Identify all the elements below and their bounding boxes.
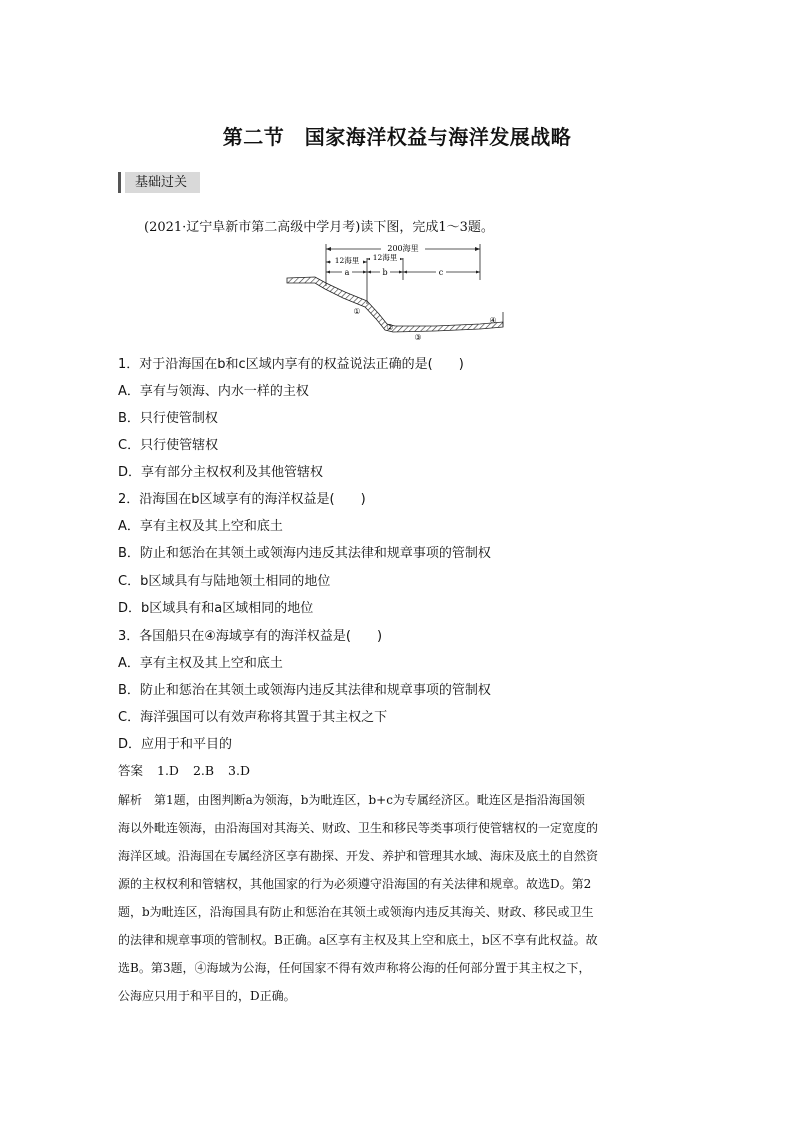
label-b: b (382, 268, 388, 277)
section-bar (118, 172, 121, 193)
section-label: 基础过关 (125, 172, 200, 193)
explanation-line: 海以外毗连领海，由沿海国对其海关、财政、卫生和移民等类事项行使管辖权的一定宽度的 (118, 821, 599, 835)
question-3-option-c: C．海洋强国可以有效声称将其置于其主权之下 (118, 710, 388, 725)
label-12-nm-b: 12海里 (372, 253, 398, 262)
explanation-line: 公海应只用于和平目的，D正确。 (118, 989, 296, 1003)
label-c: c (438, 268, 444, 277)
question-3-option-b: B．防止和惩治在其领土或领海内违反其法律和规章事项的管制权 (118, 683, 491, 698)
maritime-zones-diagram (285, 240, 510, 345)
question-3-option-a: A．享有主权及其上空和底土 (118, 656, 283, 671)
answer-1: 1.D (157, 763, 179, 778)
label-200-nm: 200海里 (387, 244, 419, 253)
marker-4: ④ (489, 316, 497, 325)
question-2-option-c: C．b区域具有与陆地领土相同的地位 (118, 574, 331, 589)
question-1-stem: 1．对于沿海国在b和c区域内享有的权益说法正确的是( ) (118, 357, 464, 372)
page-title: 第二节 国家海洋权益与海洋发展战略 (222, 125, 572, 149)
explanation-line: 源的主权权利和管辖权，其他国家的行为必须遵守沿海国的有关法律和规章。故选D。第2 (118, 877, 592, 891)
question-1-option-b: B．只行使管制权 (118, 411, 218, 426)
marker-1: ① (353, 307, 361, 316)
explanation-line: 的法律和规章事项的管制权。B正确。a区享有主权及其上空和底土，b区不享有此权益。故 (118, 933, 598, 947)
answer-label: 答案 (118, 763, 144, 778)
explanation-line: 解析 第1题，由图判断a为领海，b为毗连区，b+c为专属经济区。毗连区是指沿海国领 (118, 793, 585, 807)
marker-2: ② (386, 323, 394, 332)
explanation-line: 海洋区域。沿海国在专属经济区享有勘探、开发、养护和管理其水域、海床及底土的自然资 (118, 849, 599, 863)
answer-2: 2.B (192, 763, 215, 778)
question-2-option-b: B．防止和惩治在其领土或领海内违反其法律和规章事项的管制权 (118, 546, 491, 561)
question-2-option-d: D．b区域具有和a区域相同的地位 (118, 601, 314, 616)
explanation-line: 选B。第3题，④海域为公海，任何国家不得有效声称将公海的任何部分置于其主权之下， (118, 961, 591, 975)
marker-3: ③ (414, 333, 422, 342)
explanation (118, 786, 678, 1010)
question-2-stem: 2．沿海国在b区域享有的海洋权益是( ) (118, 492, 366, 507)
section-header (118, 172, 200, 193)
question-3-option-d: D．应用于和平目的 (118, 737, 233, 752)
answer-3: 3.D (228, 763, 250, 778)
question-1-option-c: C．只行使管辖权 (118, 438, 219, 453)
question-1-option-d: D．享有部分主权权利及其他管辖权 (118, 465, 324, 480)
label-a: a (344, 268, 350, 277)
question-3-stem: 3．各国船只在④海域享有的海洋权益是( ) (118, 629, 383, 644)
label-12-nm-a: 12海里 (334, 256, 360, 265)
question-1-option-a: A．享有与领海、内水一样的主权 (118, 384, 309, 399)
answer-line (118, 761, 260, 779)
explanation-line: 题，b为毗连区，沿海国具有防止和惩治在其领土或领海内违反其海关、财政、移民或卫生 (118, 905, 594, 919)
question-2-option-a: A．享有主权及其上空和底土 (118, 519, 283, 534)
question-intro: (2021·辽宁阜新市第二高级中学月考)读下图，完成1～3题。 (144, 220, 494, 235)
